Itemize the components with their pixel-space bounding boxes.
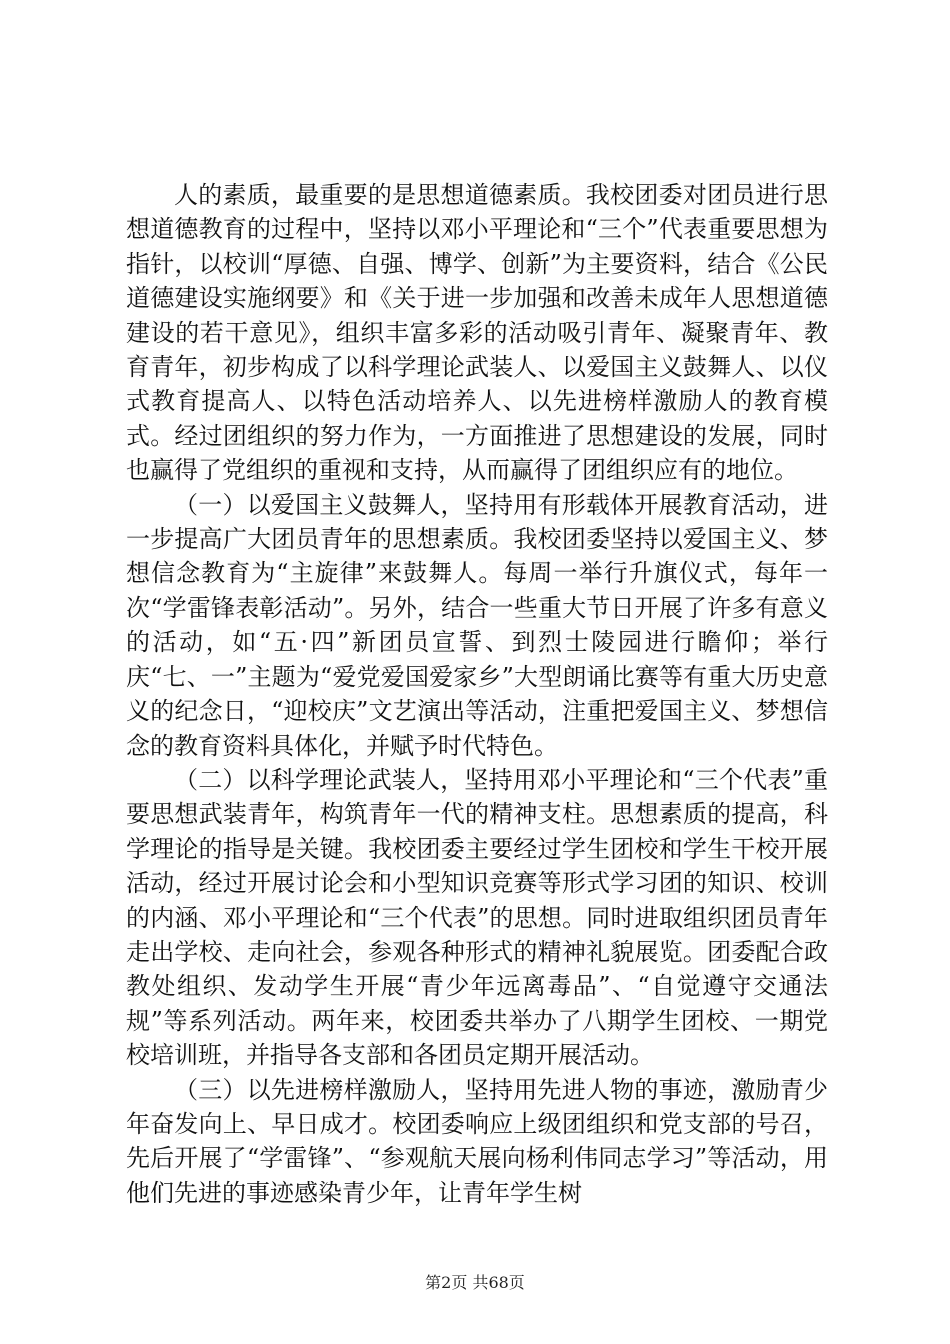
paragraph-section-2: （二）以科学理论武装人，坚持用邓小平理论和“三个代表”重要思想武装青年，构筑青年一代的精神支柱。思想素质的提高，科学理论的指导是关键。我校团委主要经过学生团校和学生干校开展活动，经过开展讨论会和小型知识竞赛等形式学习团的知识、校训的内涵、邓小平理论和“三个代表”的思想。同时进取组织团员青年走出学校、走向社会，参观各种形式的精神礼貌展览。团委配合政教处组织、发动学生开展“青少年远离毒品”、“自觉遵守交通法规”等系列活动。两年来，校团委共举办了八期学生团校、一期党校培训班，并指导各支部和各团员定期开展活动。 <box>126 765 828 1070</box>
paragraph-section-1: （一）以爱国主义鼓舞人，坚持用有形载体开展教育活动，进一步提高广大团员青年的思想素质。我校团委坚持以爱国主义、梦想信念教育为“主旋律”来鼓舞人。每周一举行升旗仪式，每年一次“学雷锋表彰活动”。另外，结合一些重大节日开展了许多有意义的活动，如“五·四”新团员宣誓、到烈士陵园进行瞻仰；举行庆“七、一”主题为“爱党爱国爱家乡”大型朗诵比赛等有重大历史意义的纪念日，“迎校庆”文艺演出等活动，注重把爱国主义、梦想信念的教育资料具体化，并赋予时代特色。 <box>126 490 828 760</box>
paragraph-section-3: （三）以先进榜样激励人，坚持用先进人物的事迹，激励青少年奋发向上、早日成才。校团委响应上级团组织和党支部的号召，先后开展了“学雷锋”、“参观航天展向杨利伟同志学习”等活动，用他们先进的事迹感染青少年，让青年学生树 <box>126 1075 828 1207</box>
page-number-footer: 第2页 共68页 <box>425 1273 525 1292</box>
document-body <box>126 178 828 1210</box>
paragraph-intro: 人的素质，最重要的是思想道德素质。我校团委对团员进行思想道德教育的过程中，坚持以邓小平理论和“三个”代表重要思想为指针，以校训“厚德、自强、博学、创新”为主要资料，结合《公民道德建设实施纲要》和《关于进一步加强和改善未成年人思想道德建设的若干意见》，组织丰富多彩的活动吸引青年、凝聚青年、教育青年，初步构成了以科学理论武装人、以爱国主义鼓舞人、以仪式教育提高人、以特色活动培养人、以先进榜样激励人的教育模式。经过团组织的努力作为，一方面推进了思想建设的发展，同时也赢得了党组织的重视和支持，从而赢得了团组织应有的地位。 <box>126 181 828 485</box>
